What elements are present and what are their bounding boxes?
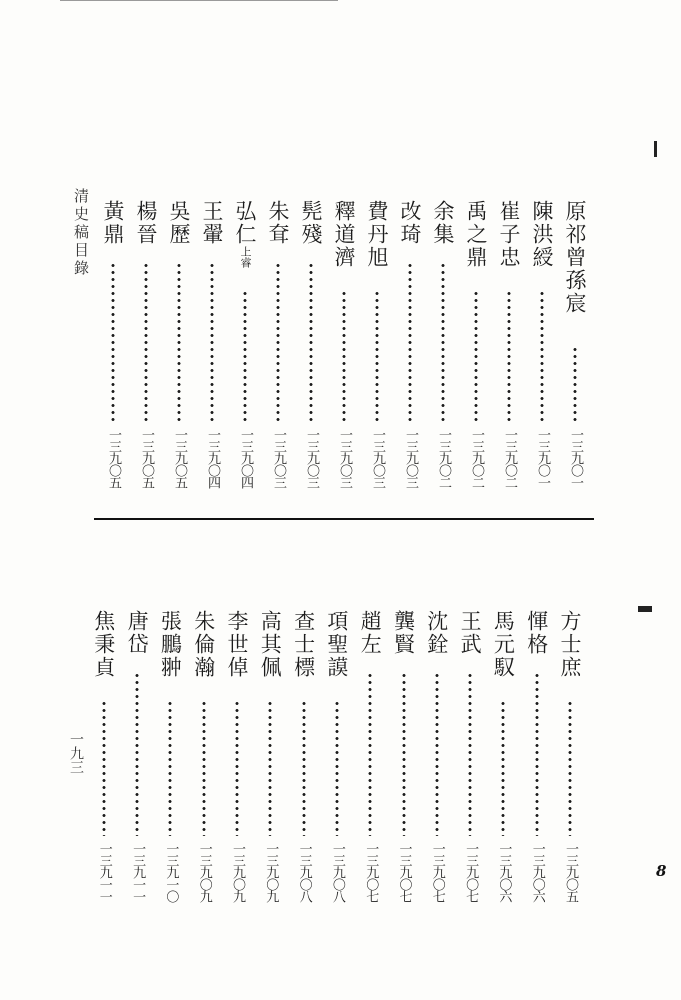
page-number: 8 xyxy=(656,862,667,880)
toc-entry-name xyxy=(191,610,217,679)
leader-dots xyxy=(302,700,306,836)
leader-dots xyxy=(408,262,412,422)
toc-entry-page: 一三九〇三 xyxy=(271,428,286,488)
toc-entry-name xyxy=(490,610,516,679)
entry-name-text: 方士庶 xyxy=(558,610,582,679)
entry-name-text: 趙左 xyxy=(358,610,383,656)
toc-entry-name xyxy=(424,610,450,656)
leader-dots xyxy=(168,700,172,836)
toc-entry-page: 一三九〇五 xyxy=(106,428,121,488)
leader-dots xyxy=(535,672,539,836)
toc-entry-page: 一三九〇三 xyxy=(304,428,319,488)
toc-entry-name xyxy=(232,200,258,268)
leader-dots xyxy=(111,262,115,422)
toc-entry-page: 一三九〇五 xyxy=(563,842,578,902)
entry-name-text: 吳歷 xyxy=(167,200,191,246)
leader-dots xyxy=(540,290,544,422)
toc-entry-page: 一三九〇五 xyxy=(172,428,187,488)
running-title: 清史稿目錄 xyxy=(72,188,90,278)
toc-entry-page: 一三九〇九 xyxy=(230,842,245,902)
entry-name-text: 朱倫瀚 xyxy=(191,610,216,679)
leader-dots xyxy=(202,700,206,836)
toc-entry-page: 一三九〇四 xyxy=(205,428,220,488)
leader-dots xyxy=(243,290,247,422)
leader-dots xyxy=(441,262,445,422)
folio: 一九三 xyxy=(68,732,84,774)
top-rule xyxy=(60,0,338,1)
toc-entry-page: 一三九〇五 xyxy=(139,428,154,488)
entry-name-text: 改琦 xyxy=(398,200,422,246)
toc-entry-page: 一三九〇二 xyxy=(502,428,517,488)
toc-entry-page: 一三九〇八 xyxy=(329,842,345,902)
toc-entry-name xyxy=(364,200,390,269)
leader-dots xyxy=(435,672,439,836)
entry-name-text: 髡殘 xyxy=(299,200,323,246)
toc-entry-page: 一三九〇七 xyxy=(363,842,379,902)
margin-mark xyxy=(654,141,657,157)
entry-name-text: 沈銓 xyxy=(424,610,449,656)
leader-dots xyxy=(368,672,372,836)
toc-entry-name xyxy=(291,610,317,679)
section-divider xyxy=(94,518,594,520)
toc-entry-page: 一三九一一 xyxy=(130,842,146,902)
leader-dots xyxy=(568,700,572,836)
toc-entry-page: 一三九〇七 xyxy=(463,842,479,902)
toc-entry-name xyxy=(257,610,283,679)
toc-entry-page: 一三九〇九 xyxy=(196,842,212,902)
toc-entry-page: 一三九〇九 xyxy=(263,842,279,902)
toc-entry-name xyxy=(100,200,126,246)
toc-entry-page: 一三九〇三 xyxy=(337,428,352,488)
toc-entry-page: 一三九〇七 xyxy=(396,842,412,902)
leader-dots xyxy=(144,262,148,422)
toc-entry-page: 一三九〇三 xyxy=(370,428,385,488)
entry-name-text: 王翬 xyxy=(200,200,224,246)
entry-name-text: 禹之鼎 xyxy=(464,200,488,269)
toc-entry-page: 一三九〇一 xyxy=(535,428,550,488)
entry-name-text: 焦秉貞 xyxy=(91,610,116,679)
entry-annotation: 上睿 xyxy=(239,246,252,268)
entry-name-text: 李世倬 xyxy=(225,610,249,679)
leader-dots xyxy=(210,262,214,422)
entry-name-text: 費丹旭 xyxy=(365,200,389,269)
entry-name-text: 唐岱 xyxy=(125,610,150,656)
toc-entry-name xyxy=(391,610,417,656)
toc-entry-name xyxy=(562,200,588,315)
leader-dots xyxy=(501,700,505,836)
leader-dots xyxy=(309,262,313,422)
toc-entry-name xyxy=(357,610,383,656)
toc-entry-name xyxy=(265,200,291,246)
entry-name-text: 馬元馭 xyxy=(491,610,516,679)
toc-entry-page: 一三九一〇 xyxy=(163,842,179,902)
entry-name-text: 余集 xyxy=(431,200,455,246)
leader-dots xyxy=(276,262,280,422)
toc-entry-page: 一三九〇四 xyxy=(238,428,253,488)
entry-name-text: 弘仁 xyxy=(233,200,257,246)
toc-entry-name xyxy=(463,200,489,269)
toc-entry-page: 一三九〇七 xyxy=(429,842,445,902)
entry-name-text: 黃鼎 xyxy=(101,200,125,246)
toc-entry-name xyxy=(529,200,555,269)
leader-dots xyxy=(402,672,406,836)
leader-dots xyxy=(342,290,346,422)
leader-dots xyxy=(375,290,379,422)
toc-entry-name xyxy=(199,200,225,246)
toc-entry-name xyxy=(124,610,150,656)
toc-entry-page: 一三九〇六 xyxy=(529,842,545,902)
leader-dots xyxy=(468,672,472,836)
leader-dots xyxy=(507,290,511,422)
toc-entry-name xyxy=(397,200,423,246)
entry-name-text: 崔子忠 xyxy=(497,200,521,269)
entry-name-text: 惲格 xyxy=(524,610,549,656)
leader-dots xyxy=(335,700,339,836)
toc-entry-name xyxy=(496,200,522,269)
toc-entry-name xyxy=(331,200,357,269)
toc-entry-name xyxy=(133,200,159,246)
toc-entry-name xyxy=(430,200,456,246)
toc-entry-name xyxy=(524,610,550,656)
toc-entry-page: 一三九〇二 xyxy=(436,428,451,488)
entry-name-text: 釋道濟 xyxy=(332,200,356,269)
toc-entry-page: 一三九〇六 xyxy=(496,842,512,902)
toc-entry-name xyxy=(298,200,324,246)
toc-entry-page: 一三九〇二 xyxy=(469,428,484,488)
entry-name-text: 朱耷 xyxy=(266,200,290,246)
toc-entry-name xyxy=(157,610,183,679)
toc-entry-name xyxy=(166,200,192,246)
toc-entry-name xyxy=(457,610,483,656)
entry-name-text: 高其佩 xyxy=(258,610,283,679)
entry-name-text: 項聖謨 xyxy=(324,610,349,679)
toc-entry-page: 一三九一一 xyxy=(96,842,112,902)
toc-entry-page: 一三九〇三 xyxy=(403,428,418,488)
leader-dots xyxy=(177,262,181,422)
toc-entry-name xyxy=(224,610,250,679)
toc-entry-name xyxy=(557,610,583,679)
toc-entry-page: 一三九〇八 xyxy=(296,842,312,902)
entry-name-text: 龔賢 xyxy=(391,610,416,656)
toc-entry-page: 一三九〇一 xyxy=(568,428,583,488)
entry-name-text: 張鵬翀 xyxy=(158,610,183,679)
margin-mark xyxy=(638,606,652,612)
toc-entry-name xyxy=(324,610,350,679)
entry-name-text: 楊晉 xyxy=(134,200,158,246)
leader-dots xyxy=(268,700,272,836)
entry-name-text: 查士標 xyxy=(291,610,316,679)
entry-name-text: 原祁曾孫宸 xyxy=(563,200,587,315)
entry-name-text: 王武 xyxy=(458,610,483,656)
leader-dots xyxy=(235,700,239,836)
toc-entry-name xyxy=(91,610,117,679)
leader-dots xyxy=(474,290,478,422)
leader-dots xyxy=(573,346,577,422)
leader-dots xyxy=(135,672,139,836)
leader-dots xyxy=(102,700,106,836)
entry-name-text: 陳洪綬 xyxy=(530,200,554,269)
